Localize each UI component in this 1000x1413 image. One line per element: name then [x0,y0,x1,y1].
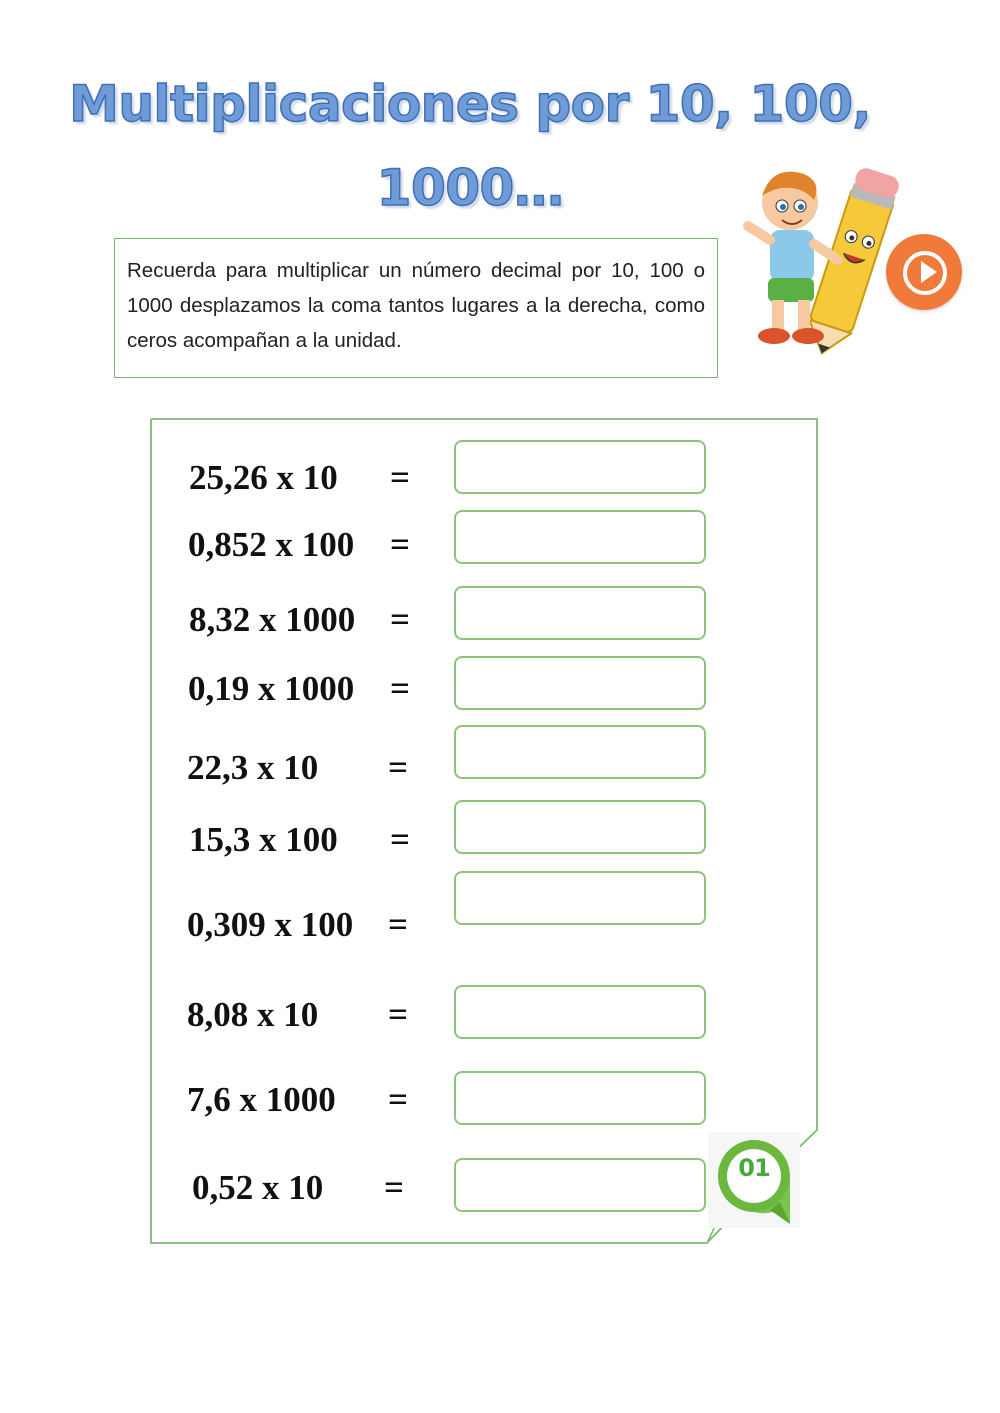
equals-sign: = [384,1168,404,1207]
equals-sign: = [390,600,410,639]
title-line-1: Multiplicaciones por 10, 100, [69,75,871,133]
exercise-expression: 15,3 x 100 [189,820,338,859]
answer-input[interactable] [454,656,706,710]
instruction-note: Recuerda para multiplicar un número decimal por 10, 100 o 1000 desplazamos la coma tantos lugares a la derecha, como ceros acompañan a la unidad. [114,238,718,378]
exercise-expression: 22,3 x 10 [187,748,319,787]
play-icon [921,261,937,283]
exercise-expression: 8,08 x 10 [187,995,319,1034]
answer-input[interactable] [454,985,706,1039]
exercise-expression: 25,26 x 10 [189,458,338,497]
exercise-expression: 0,52 x 10 [192,1168,324,1207]
exercise-expression: 8,32 x 1000 [189,600,356,639]
exercise-expression: 7,6 x 1000 [187,1080,336,1119]
answer-input[interactable] [454,1071,706,1125]
answer-input[interactable] [454,586,706,640]
exercise-expression: 0,309 x 100 [187,905,354,944]
answer-input[interactable] [454,440,706,494]
equals-sign: = [388,748,408,787]
play-audio-button[interactable] [886,234,962,310]
exercise-expression: 0,852 x 100 [188,525,355,564]
title-line-2: 1000… [376,159,564,217]
equals-sign: = [390,458,410,497]
equals-sign: = [390,525,410,564]
page-number: 01 [738,1154,770,1182]
exercise-expression: 0,19 x 1000 [188,669,355,708]
answer-input[interactable] [454,800,706,854]
equals-sign: = [390,669,410,708]
equals-sign: = [388,1080,408,1119]
answer-input[interactable] [454,1158,706,1212]
answer-input[interactable] [454,725,706,779]
answer-input[interactable] [454,510,706,564]
equals-sign: = [390,820,410,859]
answer-input[interactable] [454,871,706,925]
equals-sign: = [388,995,408,1034]
kid-with-pencil-illustration [742,160,902,360]
page-number-badge [708,1132,800,1228]
equals-sign: = [388,905,408,944]
